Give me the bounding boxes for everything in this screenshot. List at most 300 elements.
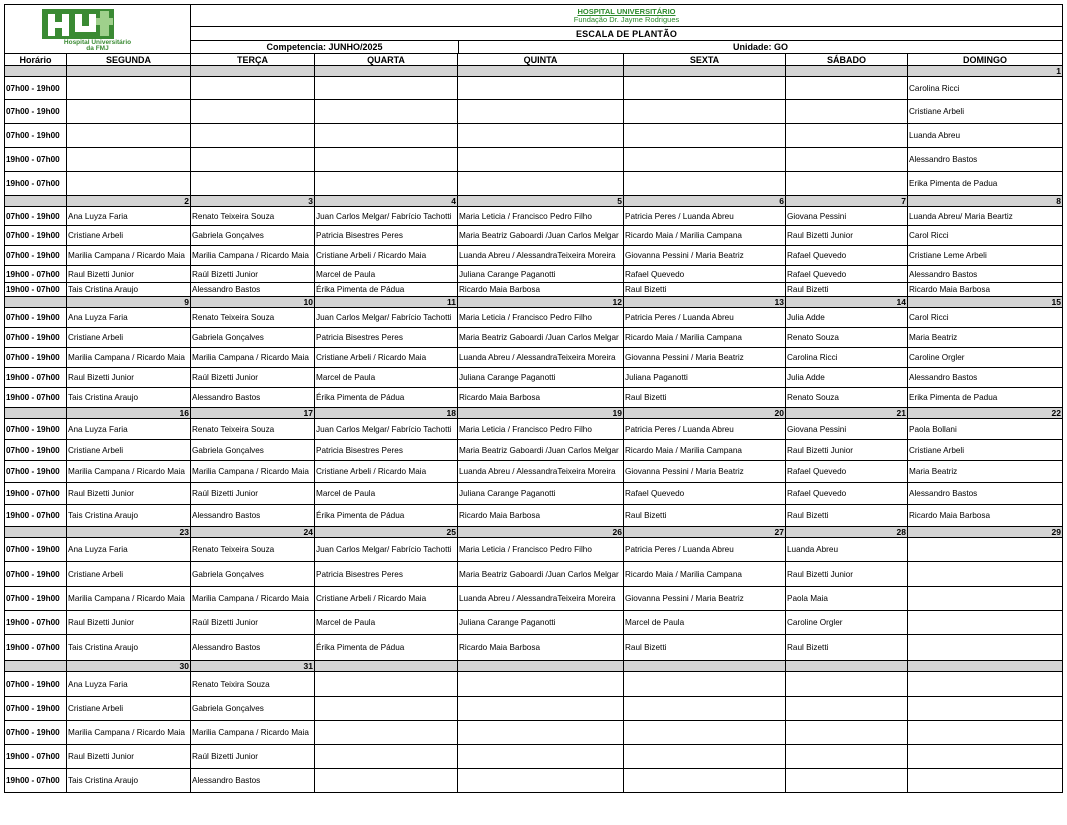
week-date-row: [5, 408, 1063, 419]
shift-time: 19h00 - 07h00: [5, 368, 67, 388]
staff-cell: Cristiane Arbeli / Ricardo Maia: [315, 246, 458, 266]
shift-row: [5, 226, 1063, 246]
date-number: 31: [191, 661, 315, 672]
date-number: [191, 66, 315, 77]
staff-cell: Ana Luyza Faria: [67, 207, 191, 226]
shift-time: 07h00 - 19h00: [5, 461, 67, 483]
staff-cell: [908, 562, 1063, 587]
shift-time: 19h00 - 07h00: [5, 635, 67, 661]
staff-cell: Rafael Quevedo: [786, 461, 908, 483]
shift-row: [5, 672, 1063, 697]
date-number: 17: [191, 408, 315, 419]
staff-cell: Alessandro Bastos: [191, 505, 315, 527]
staff-cell: Marilia Campana / Ricardo Maia: [191, 587, 315, 611]
shift-row: [5, 483, 1063, 505]
staff-cell: Julia Adde: [786, 368, 908, 388]
staff-cell: Marcel de Paula: [315, 368, 458, 388]
shift-row: [5, 419, 1063, 440]
staff-cell: Maria Leticia / Francisco Pedro Filho: [458, 419, 624, 440]
shift-row: [5, 745, 1063, 769]
staff-cell: Luanda Abreu / AlessandraTeixeira Moreira: [458, 348, 624, 368]
staff-cell: Marcel de Paula: [315, 611, 458, 635]
staff-cell: Patricia Bisestres Peres: [315, 440, 458, 461]
date-number: 27: [624, 527, 786, 538]
col-terca: TERÇA: [191, 54, 315, 66]
staff-cell: Ana Luyza Faria: [67, 672, 191, 697]
col-sexta: SEXTA: [624, 54, 786, 66]
staff-cell: Patricia Bisestres Peres: [315, 562, 458, 587]
shift-time: 07h00 - 19h00: [5, 440, 67, 461]
staff-cell: [191, 172, 315, 196]
page-title: ESCALA DE PLANTÃO: [191, 27, 1063, 41]
hospital-logo: [5, 5, 191, 54]
shift-time: 19h00 - 07h00: [5, 172, 67, 196]
staff-cell: Carolina Ricci: [908, 77, 1063, 100]
week-spacer: [5, 661, 67, 672]
staff-cell: Juan Carlos Melgar/ Fabrício Tachotti: [315, 419, 458, 440]
staff-cell: [908, 672, 1063, 697]
staff-cell: Érika Pimenta de Pádua: [315, 283, 458, 297]
staff-cell: Patricia Peres / Luanda Abreu: [624, 207, 786, 226]
staff-cell: [624, 124, 786, 148]
shift-time: 19h00 - 07h00: [5, 483, 67, 505]
shift-row: [5, 721, 1063, 745]
staff-cell: [908, 697, 1063, 721]
date-number: 19: [458, 408, 624, 419]
staff-cell: Cristiane Leme Arbeli: [908, 246, 1063, 266]
staff-cell: Alessandro Bastos: [908, 148, 1063, 172]
date-number: 3: [191, 196, 315, 207]
staff-cell: Rafael Quevedo: [786, 483, 908, 505]
staff-cell: Tais Cristina Araujo: [67, 388, 191, 408]
shift-row: [5, 611, 1063, 635]
date-number: 10: [191, 297, 315, 308]
staff-cell: [315, 697, 458, 721]
shift-time: 07h00 - 19h00: [5, 587, 67, 611]
schedule-header: [4, 4, 1063, 54]
staff-cell: [786, 172, 908, 196]
staff-cell: Raul Bizetti Junior: [67, 611, 191, 635]
week-date-row: [5, 661, 1063, 672]
staff-cell: Luanda Abreu: [786, 538, 908, 562]
staff-cell: Tais Cristina Araujo: [67, 635, 191, 661]
staff-cell: Maria Beatriz Gaboardi /Juan Carlos Melgar: [458, 226, 624, 246]
staff-cell: Marilia Campana / Ricardo Maia: [67, 587, 191, 611]
staff-cell: Juliana Carange Paganotti: [458, 611, 624, 635]
staff-cell: [624, 148, 786, 172]
org-block: [191, 5, 1063, 27]
staff-cell: Marilia Campana / Ricardo Maia: [191, 348, 315, 368]
shift-row: [5, 461, 1063, 483]
staff-cell: [315, 721, 458, 745]
date-number: 2: [67, 196, 191, 207]
staff-cell: Raul Bizetti: [786, 283, 908, 297]
date-number: 15: [908, 297, 1063, 308]
staff-cell: [786, 745, 908, 769]
col-segunda: SEGUNDA: [67, 54, 191, 66]
logo-caption-1: Hospital Universitário: [63, 39, 132, 46]
date-number: 13: [624, 297, 786, 308]
date-number: [67, 66, 191, 77]
staff-cell: [908, 587, 1063, 611]
staff-cell: Ricardo Maia / Marilia Campana: [624, 328, 786, 348]
staff-cell: [908, 745, 1063, 769]
staff-cell: Gabriela Gonçalves: [191, 562, 315, 587]
staff-cell: Rafael Quevedo: [624, 483, 786, 505]
staff-cell: [458, 697, 624, 721]
staff-cell: Raúl Bizetti Junior: [191, 368, 315, 388]
staff-cell: Giovanna Pessini / Maria Beatriz: [624, 461, 786, 483]
staff-cell: Giovana Pessini: [786, 207, 908, 226]
staff-cell: Erika Pimenta de Padua: [908, 172, 1063, 196]
staff-cell: Patricia Peres / Luanda Abreu: [624, 308, 786, 328]
staff-cell: Marilia Campana / Ricardo Maia: [191, 246, 315, 266]
shift-time: 07h00 - 19h00: [5, 419, 67, 440]
shift-time: 19h00 - 07h00: [5, 745, 67, 769]
staff-cell: Renato Teixeira Souza: [191, 308, 315, 328]
staff-cell: Ricardo Maia Barbosa: [458, 635, 624, 661]
shift-row: [5, 440, 1063, 461]
staff-cell: [67, 77, 191, 100]
staff-cell: Raul Bizetti Junior: [67, 745, 191, 769]
staff-cell: [458, 769, 624, 793]
staff-cell: Cristiane Arbeli / Ricardo Maia: [315, 348, 458, 368]
staff-cell: Julia Adde: [786, 308, 908, 328]
staff-cell: [191, 124, 315, 148]
date-number: [786, 66, 908, 77]
staff-cell: [624, 697, 786, 721]
date-number: 4: [315, 196, 458, 207]
staff-cell: [315, 100, 458, 124]
staff-cell: Raúl Bizetti Junior: [191, 483, 315, 505]
date-number: [458, 66, 624, 77]
staff-cell: [315, 77, 458, 100]
staff-cell: Tais Cristina Araujo: [67, 283, 191, 297]
staff-cell: [191, 77, 315, 100]
date-number: 12: [458, 297, 624, 308]
staff-cell: [908, 721, 1063, 745]
shift-row: [5, 368, 1063, 388]
staff-cell: Luanda Abreu / AlessandraTeixeira Moreira: [458, 246, 624, 266]
shift-time: 19h00 - 07h00: [5, 148, 67, 172]
staff-cell: Carolina Ricci: [786, 348, 908, 368]
date-number: 29: [908, 527, 1063, 538]
staff-cell: Giovanna Pessini / Maria Beatriz: [624, 348, 786, 368]
staff-cell: Maria Leticia / Francisco Pedro Filho: [458, 207, 624, 226]
shift-row: [5, 388, 1063, 408]
date-number: 24: [191, 527, 315, 538]
staff-cell: [624, 100, 786, 124]
staff-cell: Ana Luyza Faria: [67, 419, 191, 440]
staff-cell: [786, 124, 908, 148]
shift-time: 07h00 - 19h00: [5, 562, 67, 587]
staff-cell: Giovana Pessini: [786, 419, 908, 440]
staff-cell: [67, 100, 191, 124]
staff-cell: [315, 148, 458, 172]
staff-cell: Raul Bizetti Junior: [786, 226, 908, 246]
staff-cell: Alessandro Bastos: [191, 635, 315, 661]
staff-cell: [67, 172, 191, 196]
date-number: [624, 661, 786, 672]
staff-cell: [315, 124, 458, 148]
staff-cell: [908, 611, 1063, 635]
date-number: 20: [624, 408, 786, 419]
shift-time: 07h00 - 19h00: [5, 207, 67, 226]
staff-cell: Alessandro Bastos: [191, 388, 315, 408]
staff-cell: [624, 721, 786, 745]
staff-cell: Cristiane Arbeli: [908, 440, 1063, 461]
staff-cell: Maria Beatriz: [908, 461, 1063, 483]
shift-time: 07h00 - 19h00: [5, 348, 67, 368]
shift-time: 07h00 - 19h00: [5, 246, 67, 266]
staff-cell: Marcel de Paula: [624, 611, 786, 635]
week-spacer: [5, 66, 67, 77]
date-number: 16: [67, 408, 191, 419]
staff-cell: [458, 745, 624, 769]
shift-row: [5, 328, 1063, 348]
date-number: 11: [315, 297, 458, 308]
staff-cell: Ricardo Maia Barbosa: [458, 388, 624, 408]
staff-cell: Juan Carlos Melgar/ Fabrício Tachotti: [315, 207, 458, 226]
staff-cell: Tais Cristina Araujo: [67, 505, 191, 527]
date-number: 9: [67, 297, 191, 308]
staff-cell: Rafael Quevedo: [786, 246, 908, 266]
staff-cell: Cristiane Arbeli: [67, 440, 191, 461]
date-number: 23: [67, 527, 191, 538]
staff-cell: Raul Bizetti Junior: [67, 266, 191, 283]
staff-cell: Giovanna Pessini / Maria Beatriz: [624, 246, 786, 266]
date-number: [315, 661, 458, 672]
shift-row: [5, 266, 1063, 283]
staff-cell: [908, 538, 1063, 562]
staff-cell: Carol Ricci: [908, 226, 1063, 246]
staff-cell: [786, 148, 908, 172]
shift-row: [5, 697, 1063, 721]
org-subtitle: Fundação Dr. Jayme Rodrigues: [573, 14, 680, 24]
staff-cell: [786, 672, 908, 697]
staff-cell: Ricardo Maia Barbosa: [458, 505, 624, 527]
staff-cell: Ricardo Maia Barbosa: [908, 505, 1063, 527]
staff-cell: Raul Bizetti: [624, 505, 786, 527]
staff-cell: Gabriela Gonçalves: [191, 328, 315, 348]
date-number: 21: [786, 408, 908, 419]
staff-cell: Marilia Campana / Ricardo Maia: [67, 721, 191, 745]
week-spacer: [5, 408, 67, 419]
staff-cell: Juan Carlos Melgar/ Fabrício Tachotti: [315, 538, 458, 562]
staff-cell: Maria Beatriz Gaboardi /Juan Carlos Melgar: [458, 328, 624, 348]
staff-cell: Rafael Quevedo: [624, 266, 786, 283]
staff-cell: Juan Carlos Melgar/ Fabrício Tachotti: [315, 308, 458, 328]
staff-cell: Caroline Orgler: [786, 611, 908, 635]
staff-cell: [786, 697, 908, 721]
week-date-row: [5, 66, 1063, 77]
staff-cell: Luanda Abreu / AlessandraTeixeira Moreira: [458, 587, 624, 611]
staff-cell: Cristiane Arbeli: [67, 562, 191, 587]
staff-cell: [315, 672, 458, 697]
staff-cell: Gabriela Gonçalves: [191, 697, 315, 721]
shift-row: [5, 148, 1063, 172]
date-number: 14: [786, 297, 908, 308]
shift-row: [5, 635, 1063, 661]
date-number: 25: [315, 527, 458, 538]
shift-time: 19h00 - 07h00: [5, 266, 67, 283]
shift-time: 07h00 - 19h00: [5, 226, 67, 246]
staff-cell: Marcel de Paula: [315, 483, 458, 505]
week-spacer: [5, 297, 67, 308]
shift-time: 07h00 - 19h00: [5, 328, 67, 348]
shift-time: 07h00 - 19h00: [5, 77, 67, 100]
staff-cell: Ana Luyza Faria: [67, 538, 191, 562]
staff-cell: Alessandro Bastos: [908, 266, 1063, 283]
shift-time: 07h00 - 19h00: [5, 672, 67, 697]
staff-cell: [624, 172, 786, 196]
staff-cell: Raúl Bizetti Junior: [191, 611, 315, 635]
staff-cell: Cristiane Arbeli / Ricardo Maia: [315, 587, 458, 611]
date-number: [908, 661, 1063, 672]
staff-cell: Maria Leticia / Francisco Pedro Filho: [458, 308, 624, 328]
shift-time: 19h00 - 07h00: [5, 611, 67, 635]
staff-cell: [786, 100, 908, 124]
org-name: HOSPITAL UNIVERSITÁRIO: [577, 6, 676, 16]
staff-cell: Ricardo Maia Barbosa: [458, 283, 624, 297]
staff-cell: [315, 745, 458, 769]
staff-cell: Juliana Paganotti: [624, 368, 786, 388]
staff-cell: [908, 769, 1063, 793]
unidade-label: Unidade: GO: [459, 41, 1063, 54]
staff-cell: Patricia Bisestres Peres: [315, 328, 458, 348]
staff-cell: Marilia Campana / Ricardo Maia: [67, 461, 191, 483]
staff-cell: Ricardo Maia / Marilia Campana: [624, 226, 786, 246]
logo-caption-2: da FMJ: [86, 45, 109, 52]
staff-cell: Alessandro Bastos: [191, 283, 315, 297]
staff-cell: [624, 769, 786, 793]
staff-cell: Renato Souza: [786, 388, 908, 408]
shift-time: 19h00 - 07h00: [5, 283, 67, 297]
staff-cell: Maria Beatriz: [908, 328, 1063, 348]
staff-cell: Carol Ricci: [908, 308, 1063, 328]
staff-cell: Cristiane Arbeli: [908, 100, 1063, 124]
shift-time: 19h00 - 07h00: [5, 505, 67, 527]
staff-cell: [67, 124, 191, 148]
staff-cell: [458, 148, 624, 172]
shift-time: 19h00 - 07h00: [5, 769, 67, 793]
week-date-row: [5, 527, 1063, 538]
staff-cell: [191, 100, 315, 124]
staff-cell: [458, 77, 624, 100]
week-spacer: [5, 196, 67, 207]
date-number: [786, 661, 908, 672]
staff-cell: Ana Luyza Faria: [67, 308, 191, 328]
staff-cell: Marilia Campana / Ricardo Maia: [67, 246, 191, 266]
shift-time: 07h00 - 19h00: [5, 100, 67, 124]
date-number: 6: [624, 196, 786, 207]
staff-cell: Raúl Bizetti Junior: [191, 745, 315, 769]
shift-row: [5, 769, 1063, 793]
staff-cell: Renato Teixeira Souza: [191, 207, 315, 226]
competencia-label: Competencia: JUNHO/2025: [191, 41, 459, 54]
shift-row: [5, 246, 1063, 266]
staff-cell: Rafael Quevedo: [786, 266, 908, 283]
date-number: 8: [908, 196, 1063, 207]
staff-cell: Alessandro Bastos: [908, 368, 1063, 388]
staff-cell: Patricia Bisestres Peres: [315, 226, 458, 246]
staff-cell: Raul Bizetti: [624, 283, 786, 297]
staff-cell: [67, 148, 191, 172]
staff-cell: Tais Cristina Araujo: [67, 769, 191, 793]
staff-cell: Maria Beatriz Gaboardi /Juan Carlos Melgar: [458, 440, 624, 461]
shift-row: [5, 505, 1063, 527]
staff-cell: Raul Bizetti Junior: [67, 368, 191, 388]
shift-row: [5, 100, 1063, 124]
staff-cell: Ricardo Maia / Marilia Campana: [624, 562, 786, 587]
date-number: 1: [908, 66, 1063, 77]
staff-cell: Renato Teixeira Souza: [191, 538, 315, 562]
staff-cell: Alessandro Bastos: [191, 769, 315, 793]
staff-cell: [786, 77, 908, 100]
staff-cell: Juliana Carange Paganotti: [458, 266, 624, 283]
shift-row: [5, 348, 1063, 368]
schedule-sheet: [4, 4, 1062, 793]
staff-cell: Luanda Abreu: [908, 124, 1063, 148]
staff-cell: [624, 672, 786, 697]
staff-cell: [458, 100, 624, 124]
staff-cell: [786, 769, 908, 793]
staff-cell: Cristiane Arbeli: [67, 328, 191, 348]
date-number: 22: [908, 408, 1063, 419]
shift-time: 07h00 - 19h00: [5, 538, 67, 562]
staff-cell: Cristiane Arbeli: [67, 226, 191, 246]
staff-cell: Alessandro Bastos: [908, 483, 1063, 505]
shift-time: 19h00 - 07h00: [5, 388, 67, 408]
staff-cell: Luanda Abreu/ Maria Beartiz: [908, 207, 1063, 226]
staff-cell: Maria Leticia / Francisco Pedro Filho: [458, 538, 624, 562]
shift-row: [5, 538, 1063, 562]
week-date-row: [5, 196, 1063, 207]
staff-cell: Renato Teixira Souza: [191, 672, 315, 697]
shift-time: 07h00 - 19h00: [5, 124, 67, 148]
staff-cell: Patricia Peres / Luanda Abreu: [624, 538, 786, 562]
staff-cell: [315, 172, 458, 196]
staff-cell: Cristiane Arbeli: [67, 697, 191, 721]
staff-cell: Raul Bizetti Junior: [786, 440, 908, 461]
shift-row: [5, 562, 1063, 587]
staff-cell: Marcel de Paula: [315, 266, 458, 283]
shift-time: 07h00 - 19h00: [5, 308, 67, 328]
staff-cell: [458, 672, 624, 697]
staff-cell: [458, 124, 624, 148]
staff-cell: Raúl Bizetti Junior: [191, 266, 315, 283]
staff-cell: [191, 148, 315, 172]
staff-cell: Caroline Orgler: [908, 348, 1063, 368]
staff-cell: Maria Beatriz Gaboardi /Juan Carlos Melgar: [458, 562, 624, 587]
staff-cell: Raul Bizetti: [786, 505, 908, 527]
schedule-table: [4, 53, 1063, 793]
shift-row: [5, 207, 1063, 226]
col-quinta: QUINTA: [458, 54, 624, 66]
staff-cell: Juliana Carange Paganotti: [458, 368, 624, 388]
date-number: 28: [786, 527, 908, 538]
staff-cell: [624, 745, 786, 769]
staff-cell: Cristiane Arbeli / Ricardo Maia: [315, 461, 458, 483]
shift-row: [5, 77, 1063, 100]
staff-cell: Renato Teixeira Souza: [191, 419, 315, 440]
week-spacer: [5, 527, 67, 538]
staff-cell: Marilia Campana / Ricardo Maia: [67, 348, 191, 368]
col-domingo: DOMINGO: [908, 54, 1063, 66]
staff-cell: [786, 721, 908, 745]
staff-cell: Érika Pimenta de Pádua: [315, 505, 458, 527]
date-number: 30: [67, 661, 191, 672]
